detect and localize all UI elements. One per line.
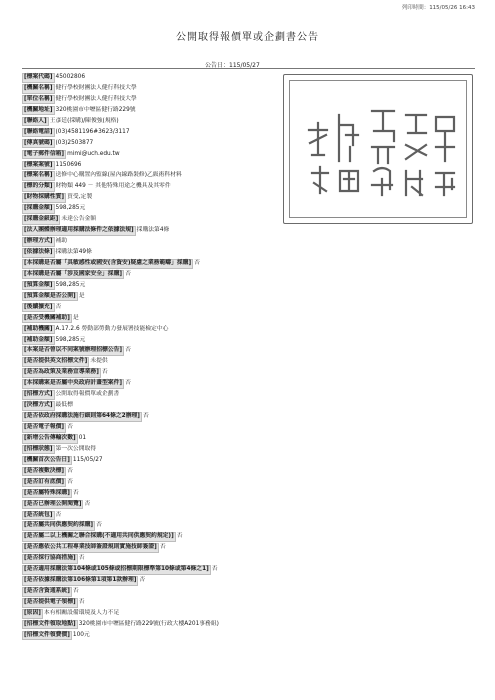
field-row: [是否應依公共工程專業技師簽證規則實施技師簽證] 否 (22, 542, 482, 553)
field-row: [本採購案是否屬中央政府計畫型案件] 否 (22, 378, 482, 389)
field-row: [是否提供英文招標文件] 未提供 (22, 356, 482, 367)
field-row: [標案案號] 1150696 (22, 160, 482, 171)
announce-date: 公告日：115/05/27 (205, 62, 260, 69)
field-row: [是否電子報價] 否 (22, 422, 482, 433)
field-row: [是否屬共同供應契約採購] 否 (22, 520, 482, 531)
field-row: [是否訂有底價] 否 (22, 477, 482, 488)
field-row: [是否統包] 否 (22, 510, 482, 521)
field-row: [是否含資通系統] 否 (22, 586, 482, 597)
field-row: [是否屬特殊採購] 否 (22, 488, 482, 499)
field-row: [是否屬二以上機關之聯合採購(不適用共同供應契約規定)] 否 (22, 531, 482, 542)
field-row: [是否適用採購法第104條或105條或招標期限標準第10條或第4條之1] 否 (22, 564, 482, 575)
field-row: [預算金額是否公開] 是 (22, 291, 482, 302)
tender-fields (22, 72, 482, 641)
field-row: [新增公告傳輸次數] 01 (22, 433, 482, 444)
field-row: [是否提供電子領標] 否 (22, 597, 482, 608)
field-row: [是否複數決標] 否 (22, 466, 482, 477)
field-row: [後續擴充] 否 (22, 302, 482, 313)
field-row: [補助金額] 598,285元 (22, 335, 482, 346)
field-row: [招標狀態] 第一次公開取得 (22, 444, 482, 455)
field-row: [本採購是否屬「涉及國家安全」採購] 否 (22, 269, 482, 280)
field-row: [法人團體辦理適用採購法條件之依據法規] 採購法第4條 (22, 225, 482, 236)
field-row: [是否依據採購法第106條第1項第1款辦理] 否 (22, 575, 482, 586)
print-time: 列印時間：115/05/26 16:43 (401, 5, 475, 11)
field-row: [採購金級距] 未達公告金額 (22, 214, 482, 225)
field-row: [是否為政策及業務宣導業務] 否 (22, 367, 482, 378)
field-row: [是否採行協商措施] 否 (22, 553, 482, 564)
field-row: [招標文件領取地點] 320桃園市中壢區健行路229號(行政大樓A201事務組) (22, 619, 482, 630)
field-row: [聯絡電話] (03)4581196#3623/3117 (22, 127, 482, 138)
field-row: [本採購是否屬「具敏感性或國安(含資安)疑慮之業務範疇」採購] 否 (22, 258, 482, 269)
field-row: [原因] 本有相關設備環境及人力不足 (22, 608, 482, 619)
field-row: [聯絡人] 王彥廷(採購)/陳俊強(規格) (22, 116, 482, 127)
field-row: [電子郵件信箱] mimi@uch.edu.tw (22, 149, 482, 160)
field-row: [標案名稱] 送修中心購置內監線(屋內線路裝修)乙級術科材料 (22, 170, 482, 181)
page-title: 公開取得報價單或企劃書公告 (176, 32, 319, 43)
field-row: [依據法條] 採購法第49條 (22, 247, 482, 258)
field-row: [標案代碼] 45002806 (22, 72, 482, 83)
field-row: [標的分類] 財物類 449 － 其他特殊用途之機具及其零件 (22, 181, 482, 192)
field-row: [單位名稱] 健行學校財團法人健行科技大學 (22, 94, 482, 105)
field-row: [招標方式] 公開取得報價單或企劃書 (22, 389, 482, 400)
field-row: [機關名稱] 健行學校財團法人健行科技大學 (22, 83, 482, 94)
field-row: [機關地址] 320桃園市中壢區健行路229號 (22, 105, 482, 116)
field-row: [招標文件領費價] 100元 (22, 630, 482, 641)
field-row: [決標方式] 最低標 (22, 400, 482, 411)
field-row: [是否依政府採購法施行細則第64條之2辦理] 否 (22, 411, 482, 422)
field-row: [辦理方式] 補助 (22, 236, 482, 247)
field-row: [本案是否曾以不同案號辦理招標公告] 否 (22, 345, 482, 356)
field-row: [是否受機關補助] 是 (22, 313, 482, 324)
field-row: [採購金額] 598,285元 (22, 203, 482, 214)
field-row: [預算金額] 598,285元 (22, 280, 482, 291)
field-row: [補助機關] A.17.2.6 勞動部勞動力發展署技能檢定中心 (22, 324, 482, 335)
field-row: [是否已辦理公開閱覽] 否 (22, 499, 482, 510)
title-divider (22, 68, 475, 69)
field-row: [財物採購性質] 買受,定製 (22, 192, 482, 203)
field-row: [機關首次公告日] 115/05/27 (22, 455, 482, 466)
field-row: [傳真號碼] (03)2503877 (22, 138, 482, 149)
